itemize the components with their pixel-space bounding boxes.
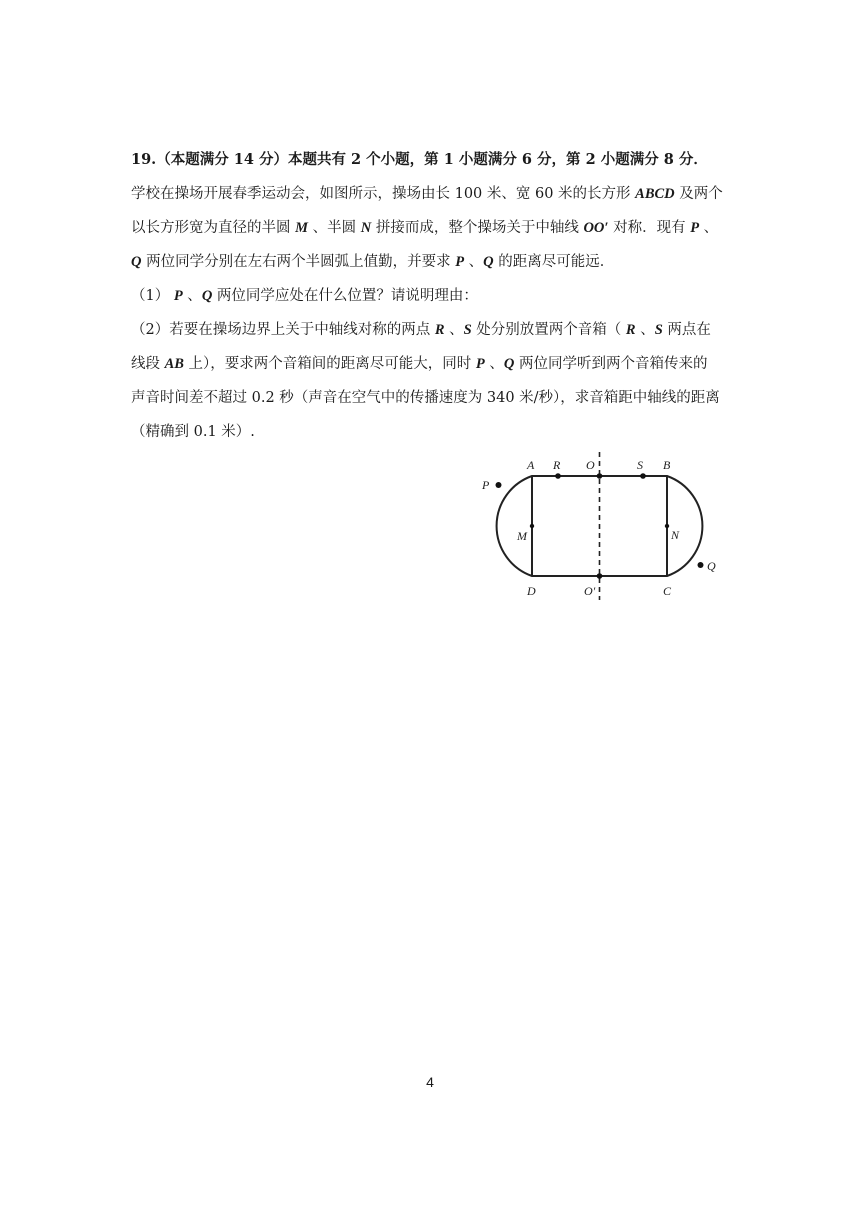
- track-diagram: [470, 452, 740, 602]
- label-C: C: [663, 584, 672, 598]
- label-P: P: [482, 478, 490, 492]
- intro-line-2: 以长方形宽为直径的半圆 M 、半圆 N 拼接而成，整个操场关于中轴线 OO′ 对称．现有 P 、: [131, 220, 719, 236]
- part-2-line-4: （精确到 0.1 米）.: [131, 424, 255, 440]
- label-O-prime: O′: [584, 584, 596, 598]
- label-A: A: [527, 458, 535, 472]
- point-M: [530, 524, 534, 528]
- point-Q: [698, 562, 704, 568]
- point-S: [640, 473, 646, 479]
- label-B: B: [663, 458, 671, 472]
- label-Q: Q: [707, 559, 716, 573]
- point-P: [496, 482, 502, 488]
- label-N: N: [671, 528, 680, 542]
- label-M: M: [517, 529, 527, 543]
- intro-line-3: Q 两位同学分别在左右两个半圆弧上值勤，并要求 P 、Q 的距离尽可能远．: [131, 254, 615, 270]
- point-R: [555, 473, 561, 479]
- part-2-line-2: 线段 AB 上），要求两个音箱间的距离尽可能大，同时 P 、Q 两位同学听到两个音箱传来的: [131, 356, 708, 372]
- point-O-prime: [597, 573, 603, 579]
- part-2-line-1: （2）若要在操场边界上关于中轴线对称的两点 R 、S 处分别放置两个音箱（ R 、S 两点在: [131, 322, 711, 338]
- part-2-line-3: 声音时间差不超过 0.2 秒（声音在空气中的传播速度为 340 米/秒），求音箱距中轴线的距离: [131, 390, 720, 406]
- intro-line-1: 学校在操场开展春季运动会，如图所示，操场由长 100 米、宽 60 米的长方形 ABCD 及两个: [131, 186, 723, 202]
- label-S: S: [637, 458, 643, 472]
- problem-header: 19.（本题满分 14 分）本题共有 2 个小题，第 1 小题满分 6 分，第 2 小题满分 8 分．: [131, 151, 708, 168]
- part-1-question: （1） P 、Q 两位同学应处在什么位置？请说明理由：: [131, 288, 478, 304]
- point-N: [665, 524, 669, 528]
- label-D: D: [527, 584, 536, 598]
- page-number: 4: [426, 1074, 434, 1090]
- label-O: O: [586, 458, 595, 472]
- label-R: R: [553, 458, 561, 472]
- point-O: [597, 473, 603, 479]
